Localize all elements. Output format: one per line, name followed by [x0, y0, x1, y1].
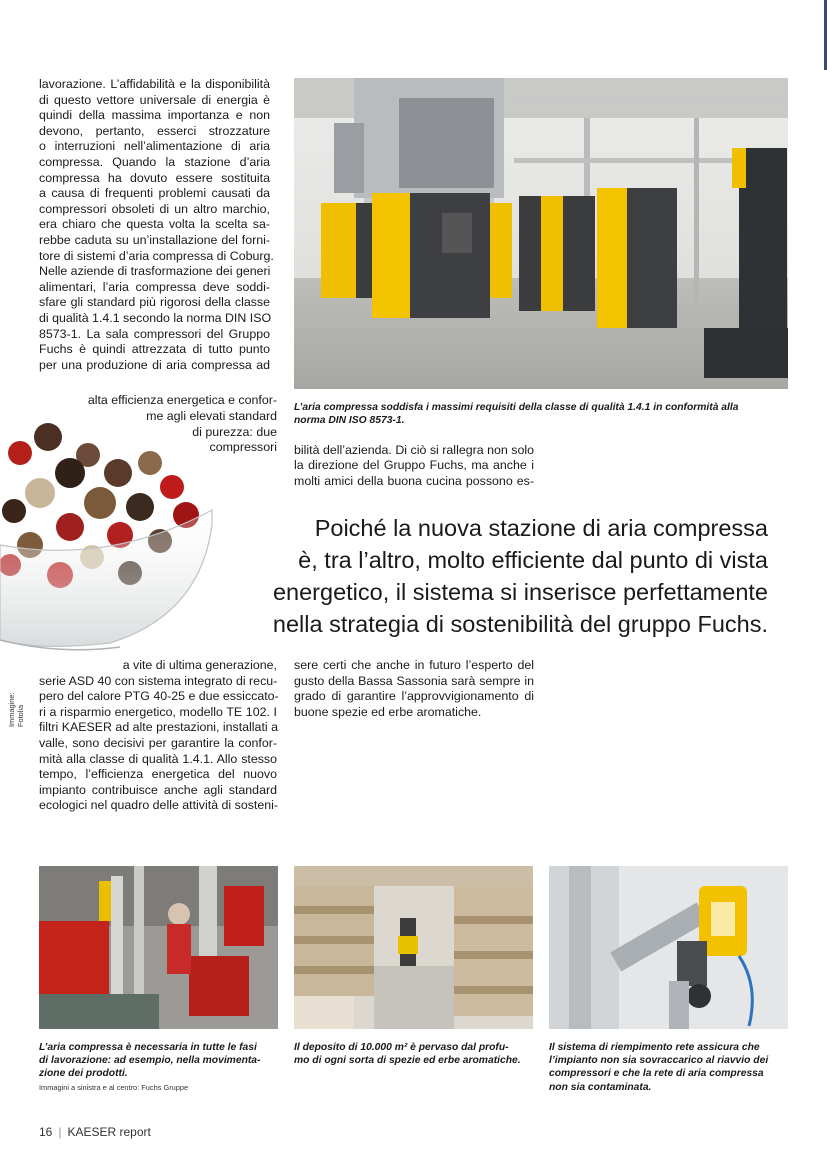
spice-warehouse-photo	[294, 866, 533, 1029]
text-line: ecologici nel quadro delle attività di sosteni-	[39, 798, 279, 813]
text-line: molti amici della buona cucina possono es-	[294, 473, 534, 488]
footer-brand: KAESER	[67, 1125, 117, 1139]
text-line: tempo, l’efficienza energetica del nuovo	[39, 767, 277, 782]
text-line: compressori	[209, 440, 277, 455]
text-line: di qualità 1.4.1 secondo la norma DIN ISO	[39, 310, 272, 325]
text-line: Il sistema di riempimento rete assicura che	[549, 1042, 760, 1053]
footer-publication: report	[119, 1125, 151, 1139]
text-line: pero del calore PTG 40-25 e due essiccato-	[39, 689, 279, 704]
text-line: norma DIN ISO 8573-1.	[294, 415, 405, 427]
network-filling-system-photo	[549, 866, 788, 1029]
text-line: nella strategia di sostenibilità del gruppo Fuchs.	[272, 611, 768, 637]
text-line: devono, pertanto, esserci strozzature	[39, 123, 270, 138]
text-line: compressori obsoleti di un altro marchio,	[39, 201, 270, 216]
text-line: tore di sistemi d’aria compressa di Coburg.	[39, 248, 274, 263]
compressor-photo-caption	[294, 401, 794, 427]
side-image-credit: Immagine: Fotolia	[7, 692, 25, 727]
text-line: L’aria compressa soddisfa i massimi requisiti della classe di qualità 1.4.1 in conformità alla	[294, 402, 739, 413]
text-line: a vite di ultima generazione,	[122, 658, 277, 672]
text-line: gusto della Bassa Sassonia sarà sempre in	[294, 673, 534, 688]
text-line: compressa. Quando la stazione d’aria	[39, 154, 270, 169]
production-worker-photo	[39, 866, 278, 1029]
text-line: Il deposito di 10.000 m² è pervaso dal profu-	[294, 1042, 509, 1053]
text-line: mo di ogni sorta di spezie ed erbe aromatiche.	[294, 1055, 521, 1067]
text-line: compressa ha dovuto essere sostituita	[39, 170, 270, 185]
text-line: valle, sono decisivi per garantire la confor-	[39, 735, 277, 750]
pull-quote	[150, 512, 768, 640]
text-line: filtri KAESER ad alte prestazioni, installati a	[39, 720, 278, 735]
compressor-room-photo	[294, 78, 788, 389]
text-line: quindi della massima importanza e non	[39, 108, 270, 123]
text-line: compressori e che la rete di aria compressa	[549, 1068, 764, 1080]
bottom-image-credit: Immagini a sinistra e al centro: Fuchs Gruppe	[39, 1083, 189, 1092]
text-line: di purezza: due	[192, 424, 277, 439]
text-line: a causa di frequenti problemi causati da	[39, 186, 270, 201]
text-line: impianto contribuisce anche agli standard	[39, 782, 277, 797]
text-line: mità alla classe di qualità 1.4.1. Allo stesso	[39, 751, 277, 766]
text-line: grado di garantire l’approvvigionamento di	[294, 689, 534, 704]
text-line: non sia contaminata.	[549, 1081, 652, 1093]
text-line: l’impianto non sia sovraccarico al riavvio dei	[549, 1055, 769, 1067]
text-line: era chiaro che questa volta la scelta sa-	[39, 217, 270, 232]
text-line: energetico, il sistema si inserisce perfettamente	[272, 579, 768, 605]
left-column-top-text	[39, 77, 274, 373]
right-column-top-text	[294, 443, 534, 490]
footer-separator: |	[58, 1125, 62, 1139]
text-line: di questo vettore universale di energia è	[39, 92, 270, 107]
production-photo-caption	[39, 1041, 284, 1081]
text-line: alimentari, l’aria compressa deve soddi-	[39, 279, 270, 294]
text-line: L’aria compressa è necessaria in tutte le fasi	[39, 1042, 257, 1053]
text-line: la direzione del Gruppo Fuchs, ma anche i	[294, 458, 534, 473]
text-line: bilità dell’azienda. Di ciò si rallegra non solo	[294, 442, 534, 457]
text-line: alta efficienza energetica e confor-	[87, 393, 277, 408]
text-line: me agli elevati standard	[146, 408, 277, 423]
text-line: ri a risparmio energetico, modello TE 102. I	[39, 704, 277, 719]
warehouse-photo-caption	[294, 1041, 544, 1067]
text-line: è, tra l’altro, molto efficiente dal punto di vista	[298, 547, 768, 573]
text-line: o interruzioni nell’alimentazione di aria	[39, 139, 270, 154]
text-line: per una produzione di aria compressa ad	[39, 357, 270, 372]
page-footer	[39, 1125, 239, 1139]
text-line: serie ASD 40 con sistema integrato di recu-	[39, 673, 278, 688]
text-line: zione dei prodotti.	[39, 1068, 128, 1080]
text-line: di lavorazione: ad esempio, nella movimenta-	[39, 1055, 261, 1067]
page-number: 16	[39, 1125, 53, 1139]
left-column-bottom-text	[39, 658, 277, 814]
filling-system-photo-caption	[549, 1041, 794, 1094]
text-line: Nelle aziende di trasformazione dei generi	[39, 264, 271, 279]
text-line: lavorazione. L’affidabilità e la disponibilità	[39, 77, 270, 91]
text-line: sere certi che anche in futuro l’esperto del	[294, 658, 534, 672]
text-line: rebbe caduta su un’installazione del forni-	[39, 232, 270, 247]
text-line: buone spezie ed erbe aromatiche.	[294, 704, 482, 719]
right-column-bottom-text	[294, 658, 534, 720]
text-line: 8573-1. La sala compressori del Gruppo	[39, 326, 270, 341]
text-line: Poiché la nuova stazione di aria compressa	[314, 515, 768, 541]
text-line: Fuchs è quindi attrezzata di tutto punto	[39, 342, 270, 357]
text-line: sfare gli standard più rigorosi della classe	[39, 295, 270, 310]
